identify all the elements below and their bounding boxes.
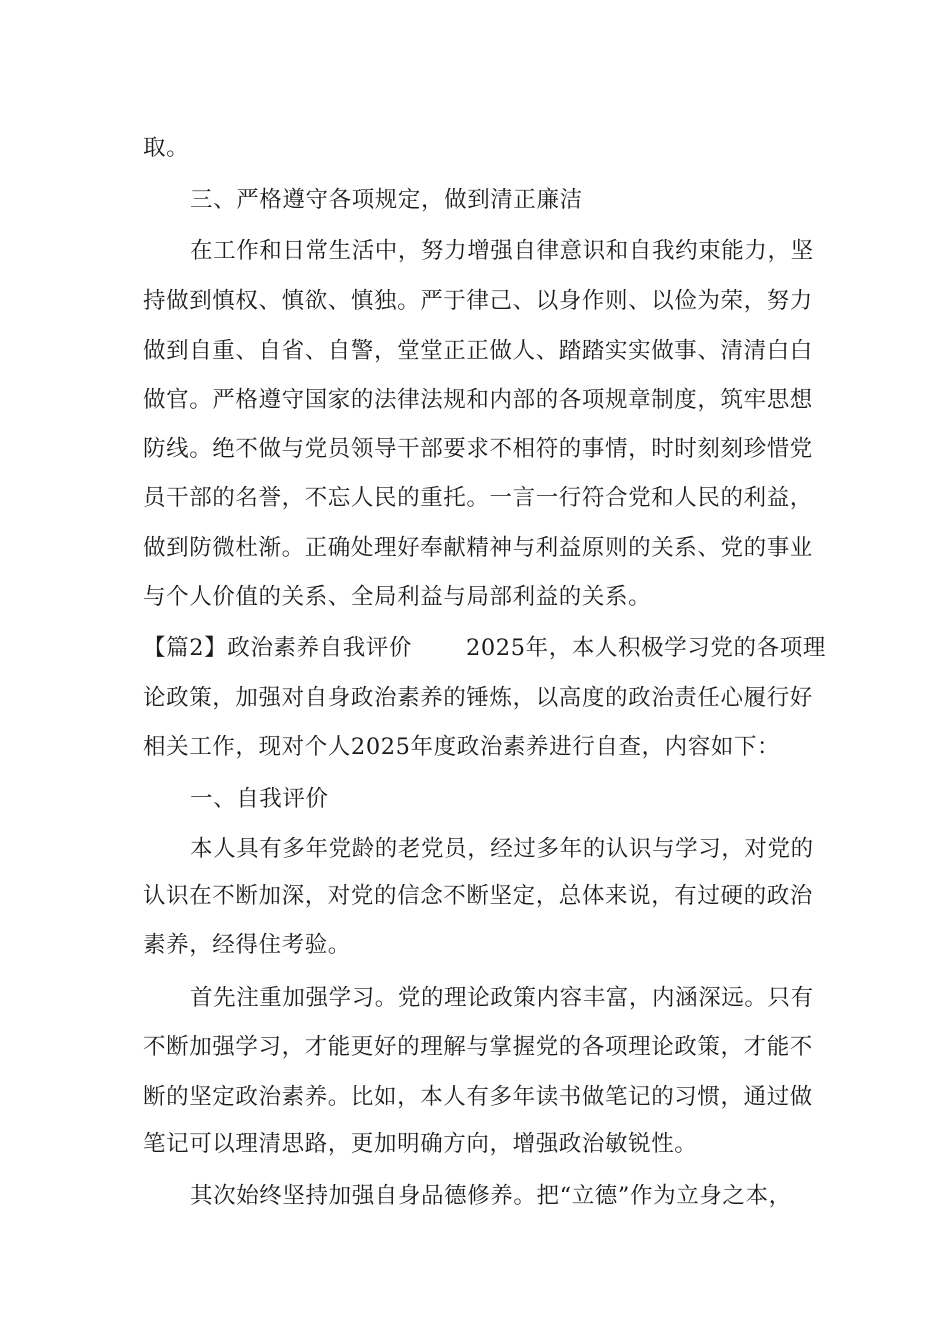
- text-line: 做官。严格遵守国家的法律法规和内部的各项规章制度，筑牢思想: [143, 387, 813, 413]
- text-line: 断的坚定政治素养。比如，本人有多年读书做笔记的习惯，通过做: [143, 1084, 813, 1110]
- text-line: 做到防微杜渐。正确处理好奉献精神与利益原则的关系、党的事业: [143, 535, 813, 561]
- section-heading: 一、自我评价: [190, 786, 329, 812]
- text-line: 论政策，加强对自身政治素养的锤炼，以高度的政治责任心履行好: [143, 685, 813, 711]
- text-line: 相关工作，现对个人2025年度政治素养进行自查，内容如下：: [143, 734, 781, 760]
- text-line: 做到自重、自省、自警，堂堂正正做人、踏踏实实做事、清清白白: [143, 338, 813, 364]
- text-line: 认识在不断加深，对党的信念不断坚定，总体来说，有过硬的政治: [143, 883, 813, 909]
- text-line: 笔记可以理清思路，更加明确方向，增强政治敏锐性。: [143, 1131, 698, 1157]
- text-line: 不断加强学习，才能更好的理解与掌握党的各项理论政策，才能不: [143, 1034, 813, 1060]
- text-line: 在工作和日常生活中，努力增强自律意识和自我约束能力，坚: [190, 238, 814, 264]
- article-title-line: 【篇2】政治素养自我评价 2025年，本人积极学习党的各项理: [143, 635, 826, 661]
- text-line: 与个人价值的关系、全局利益与局部利益的关系。: [143, 584, 652, 610]
- text-line: 首先注重加强学习。党的理论政策内容丰富，内涵深远。只有: [190, 985, 814, 1011]
- text-line: 本人具有多年党龄的老党员，经过多年的认识与学习，对党的: [190, 836, 814, 862]
- text-line: 取。: [143, 135, 190, 161]
- section-heading: 三、严格遵守各项规定，做到清正廉洁: [190, 187, 583, 213]
- text-line: 持做到慎权、慎欲、慎独。严于律己、以身作则、以俭为荣，努力: [143, 288, 813, 314]
- text-line: 防线。绝不做与党员领导干部要求不相符的事情，时时刻刻珍惜党: [143, 436, 813, 462]
- text-line: 员干部的名誉，不忘人民的重托。一言一行符合党和人民的利益，: [143, 485, 813, 511]
- text-line: 其次始终坚持加强自身品德修养。把“立德”作为立身之本，: [190, 1183, 792, 1209]
- text-line: 素养，经得住考验。: [143, 932, 351, 958]
